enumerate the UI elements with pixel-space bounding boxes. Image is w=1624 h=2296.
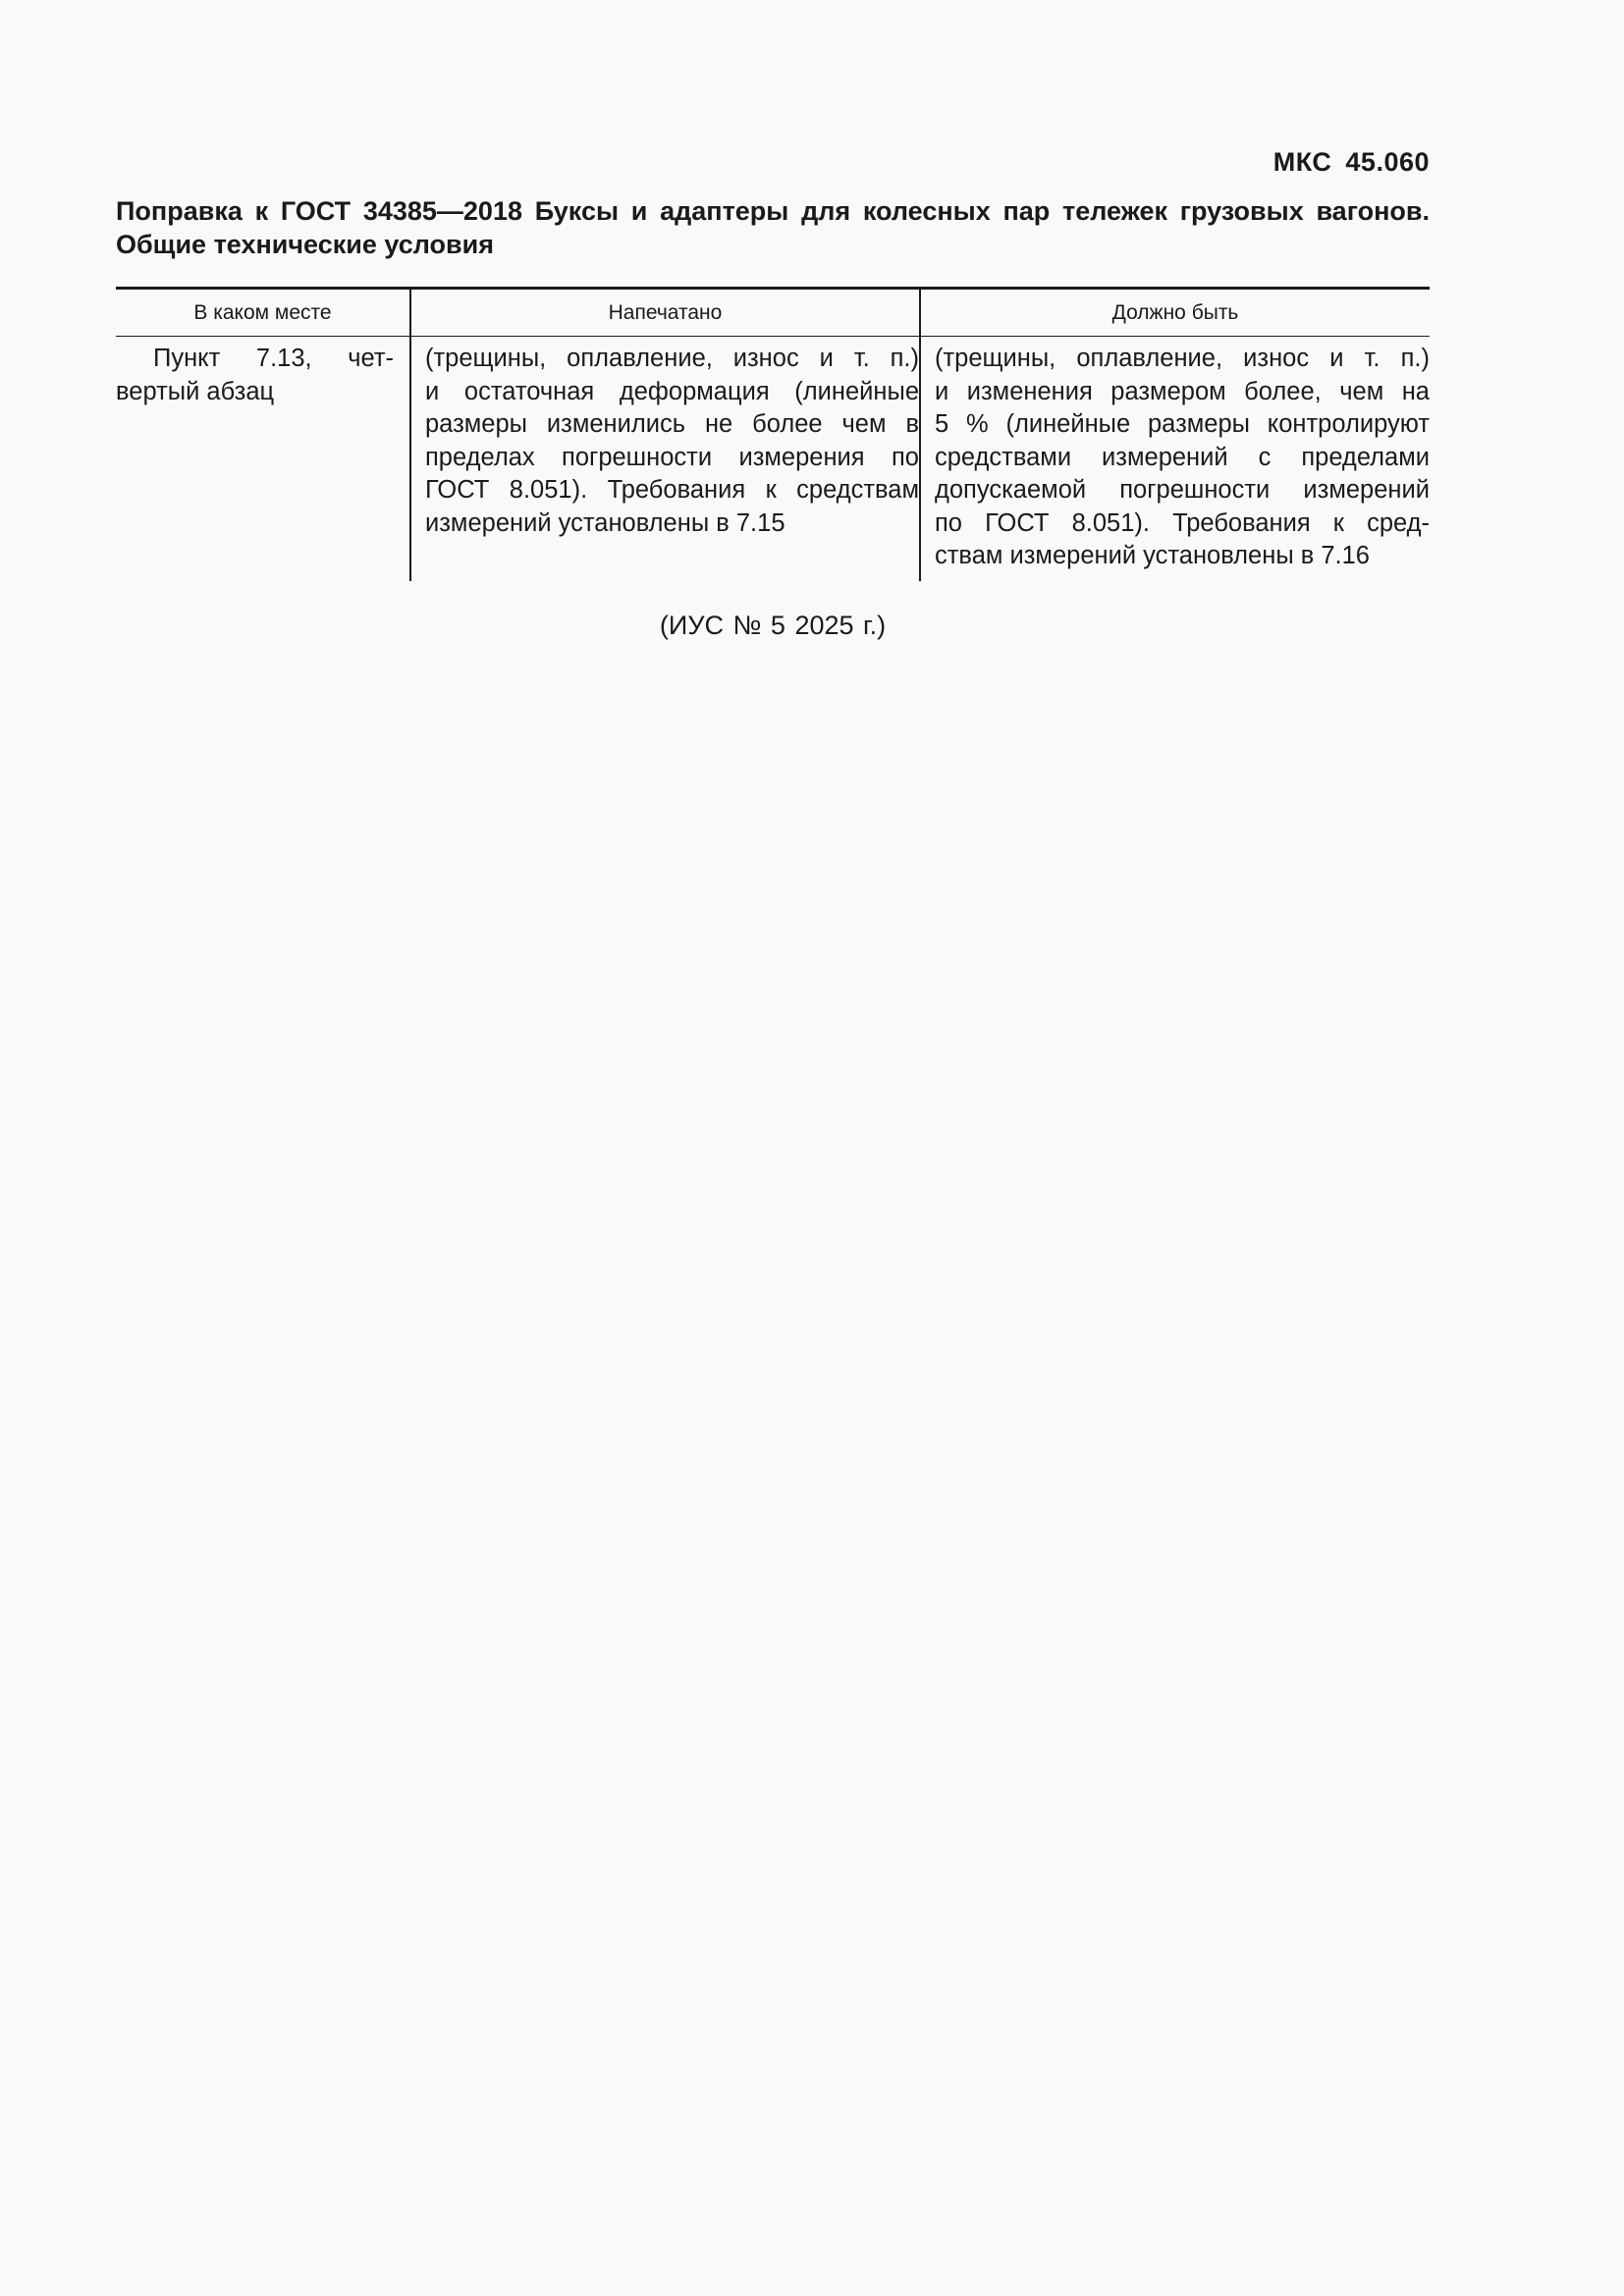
column-header-printed: Напечатано: [410, 289, 920, 337]
document-title: [116, 194, 1430, 261]
title-line-2: Общие технические условия: [116, 230, 494, 259]
classification-code: МКС 45.060: [1272, 147, 1430, 177]
table-header-row: [116, 289, 1430, 337]
cell-line: Пункт 7.13, чет-: [153, 345, 394, 372]
cell-line: и изменения размером более, чем на: [935, 377, 1430, 405]
cell-line: и остаточная деформация (линейные: [425, 377, 919, 405]
cell-printed: [410, 337, 920, 581]
cell-line: (трещины, оплавление, износ и т. п.): [425, 345, 919, 372]
cell-line: 5 % (линейные размеры контролируют: [935, 410, 1430, 438]
cell-line: ГОСТ 8.051). Требования к средствам: [425, 476, 919, 504]
cell-line: по ГОСТ 8.051). Требования к сред-: [935, 508, 1430, 537]
column-header-where: В каком месте: [116, 289, 410, 337]
correction-table: [116, 287, 1430, 581]
cell-should-be: [920, 337, 1430, 581]
cell-line: (трещины, оплавление, износ и т. п.): [935, 345, 1430, 372]
cell-line: размеры изменились не более чем в: [425, 410, 919, 438]
cell-line: измерений установлены в 7.15: [425, 508, 785, 537]
cell-line: средствами измерений с пределами: [935, 443, 1430, 471]
source-reference: (ИУС № 5 2025 г.): [659, 611, 887, 640]
cell-where: [116, 337, 410, 581]
cell-line: пределах погрешности измерения по: [425, 443, 919, 471]
title-line-1: Поправка к ГОСТ 34385—2018 Буксы и адаптеры для колесных пар тележек грузовых вагонов.: [116, 196, 1430, 226]
column-header-should-be: Должно быть: [920, 289, 1430, 337]
cell-line: допускаемой погрешности измерений: [935, 476, 1430, 504]
table-row: [116, 337, 1430, 581]
cell-line: вертый абзац: [116, 377, 275, 405]
cell-line: ствам измерений установлены в 7.16: [935, 542, 1370, 569]
